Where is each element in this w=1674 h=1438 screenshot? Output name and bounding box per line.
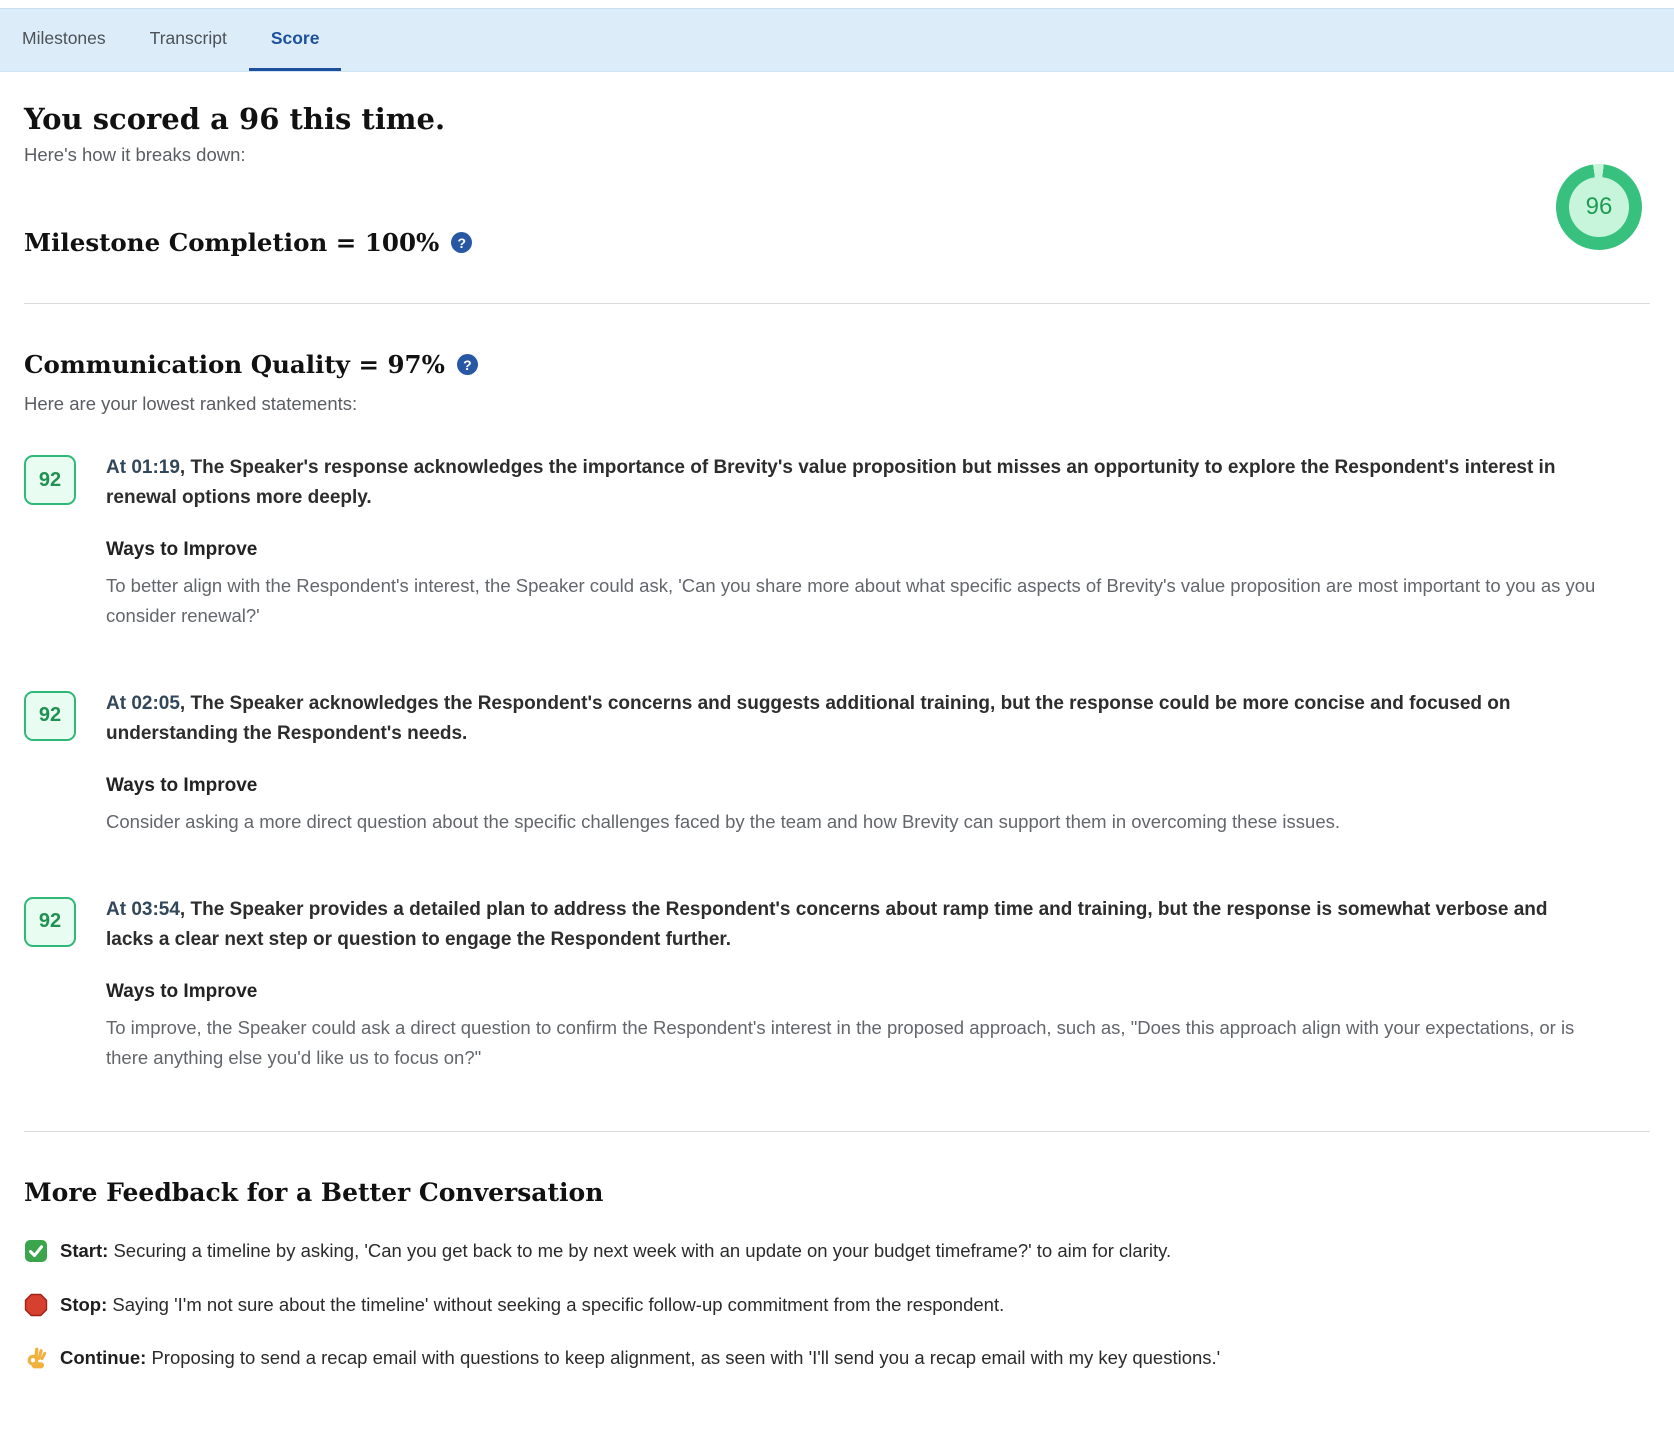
page-subtitle: Here's how it breaks down: — [24, 144, 246, 165]
feedback-item-continue — [24, 1344, 1650, 1372]
feedback-label: Start: — [60, 1239, 109, 1261]
feedback-text — [60, 1237, 1171, 1265]
score-ring-value: 96 — [1569, 177, 1629, 237]
statement-description: , The Speaker acknowledges the Respondent's concerns and suggests additional training, but the response could be more concise and focused on understanding the Respondent's needs. — [106, 692, 1511, 744]
statement-text — [106, 453, 1576, 513]
page-title: You scored a 96 this time. — [24, 102, 446, 136]
milestone-completion-heading — [24, 228, 1650, 257]
score-ring — [1556, 164, 1642, 250]
ways-to-improve-title: Ways to Improve — [106, 775, 258, 796]
stop-icon — [24, 1293, 48, 1317]
statement-timestamp: At 02:05 — [106, 692, 180, 714]
statement-timestamp: At 03:54 — [106, 898, 180, 920]
check-icon — [24, 1239, 48, 1263]
statement-text — [106, 895, 1576, 955]
statement-body — [106, 689, 1650, 837]
feedback-item-stop — [24, 1291, 1650, 1319]
statement-description: , The Speaker provides a detailed plan to address the Respondent's concerns about ramp time and training, but the response is somewhat verbose and lacks a clear next step or question to engage the Respondent further. — [106, 898, 1548, 950]
statement-body — [106, 895, 1650, 1073]
feedback-item-start — [24, 1237, 1650, 1265]
communication-quality-heading — [24, 350, 1650, 379]
ways-to-improve-text: To better align with the Respondent's interest, the Speaker could ask, 'Can you share more about what specific aspects of Brevity's value proposition are most important to you as you consider renewal?' — [106, 575, 1596, 626]
tab-milestones[interactable]: Milestones — [22, 28, 106, 48]
statement-description: , The Speaker's response acknowledges the importance of Brevity's value proposition but misses an opportunity to explore the Respondent's interest in renewal options more deeply. — [106, 457, 1556, 509]
help-icon[interactable]: ? — [457, 354, 478, 375]
ways-to-improve-title: Ways to Improve — [106, 981, 258, 1002]
statement-item — [24, 895, 1650, 1073]
ways-to-improve-text: Consider asking a more direct question about the specific challenges faced by the team and how Brevity can support them in overcoming these issues. — [106, 811, 1341, 832]
statement-score-badge: 92 — [24, 897, 76, 947]
section-divider — [24, 1131, 1650, 1132]
communication-quality-label: Communication Quality = 97% — [24, 350, 445, 379]
top-strip — [0, 0, 1674, 8]
feedback-text — [60, 1291, 1004, 1319]
ok-hand-icon — [24, 1346, 48, 1370]
tab-bar — [0, 8, 1674, 72]
feedback-body: Proposing to send a recap email with questions to keep alignment, as seen with 'I'll send you a recap email with my key questions.' — [151, 1347, 1221, 1369]
score-panel — [0, 72, 1674, 1438]
feedback-text — [60, 1344, 1220, 1372]
statement-score-badge: 92 — [24, 691, 76, 741]
tab-transcript[interactable]: Transcript — [149, 28, 227, 48]
feedback-body: Saying 'I'm not sure about the timeline' without seeking a specific follow-up commitment from the respondent. — [112, 1293, 1005, 1315]
milestone-completion-label: Milestone Completion = 100% — [24, 228, 440, 257]
tab-score[interactable]: Score — [249, 9, 342, 71]
statement-score-badge: 92 — [24, 455, 76, 505]
statement-item — [24, 453, 1650, 631]
feedback-list — [24, 1237, 1650, 1372]
ways-to-improve-text: To improve, the Speaker could ask a direct question to confirm the Respondent's interest in the proposed approach, such as, "Does this approach align with your expectations, or is there anything else you'd like us to focus on?" — [106, 1017, 1575, 1068]
statement-list — [24, 453, 1650, 1073]
statement-body — [106, 453, 1650, 631]
feedback-label: Continue: — [60, 1347, 147, 1369]
lowest-ranked-intro: Here are your lowest ranked statements: — [24, 393, 358, 414]
feedback-body: Securing a timeline by asking, 'Can you get back to me by next week with an update on your budget timeframe?' to aim for clarity. — [113, 1239, 1172, 1261]
statement-timestamp: At 01:19 — [106, 457, 180, 478]
statement-item — [24, 689, 1650, 837]
ways-to-improve-title: Ways to Improve — [106, 539, 258, 561]
feedback-label: Stop: — [60, 1293, 108, 1315]
more-feedback-title: More Feedback for a Better Conversation — [24, 1177, 604, 1207]
statement-text — [106, 689, 1576, 749]
section-divider — [24, 303, 1650, 304]
help-icon[interactable]: ? — [451, 232, 472, 253]
